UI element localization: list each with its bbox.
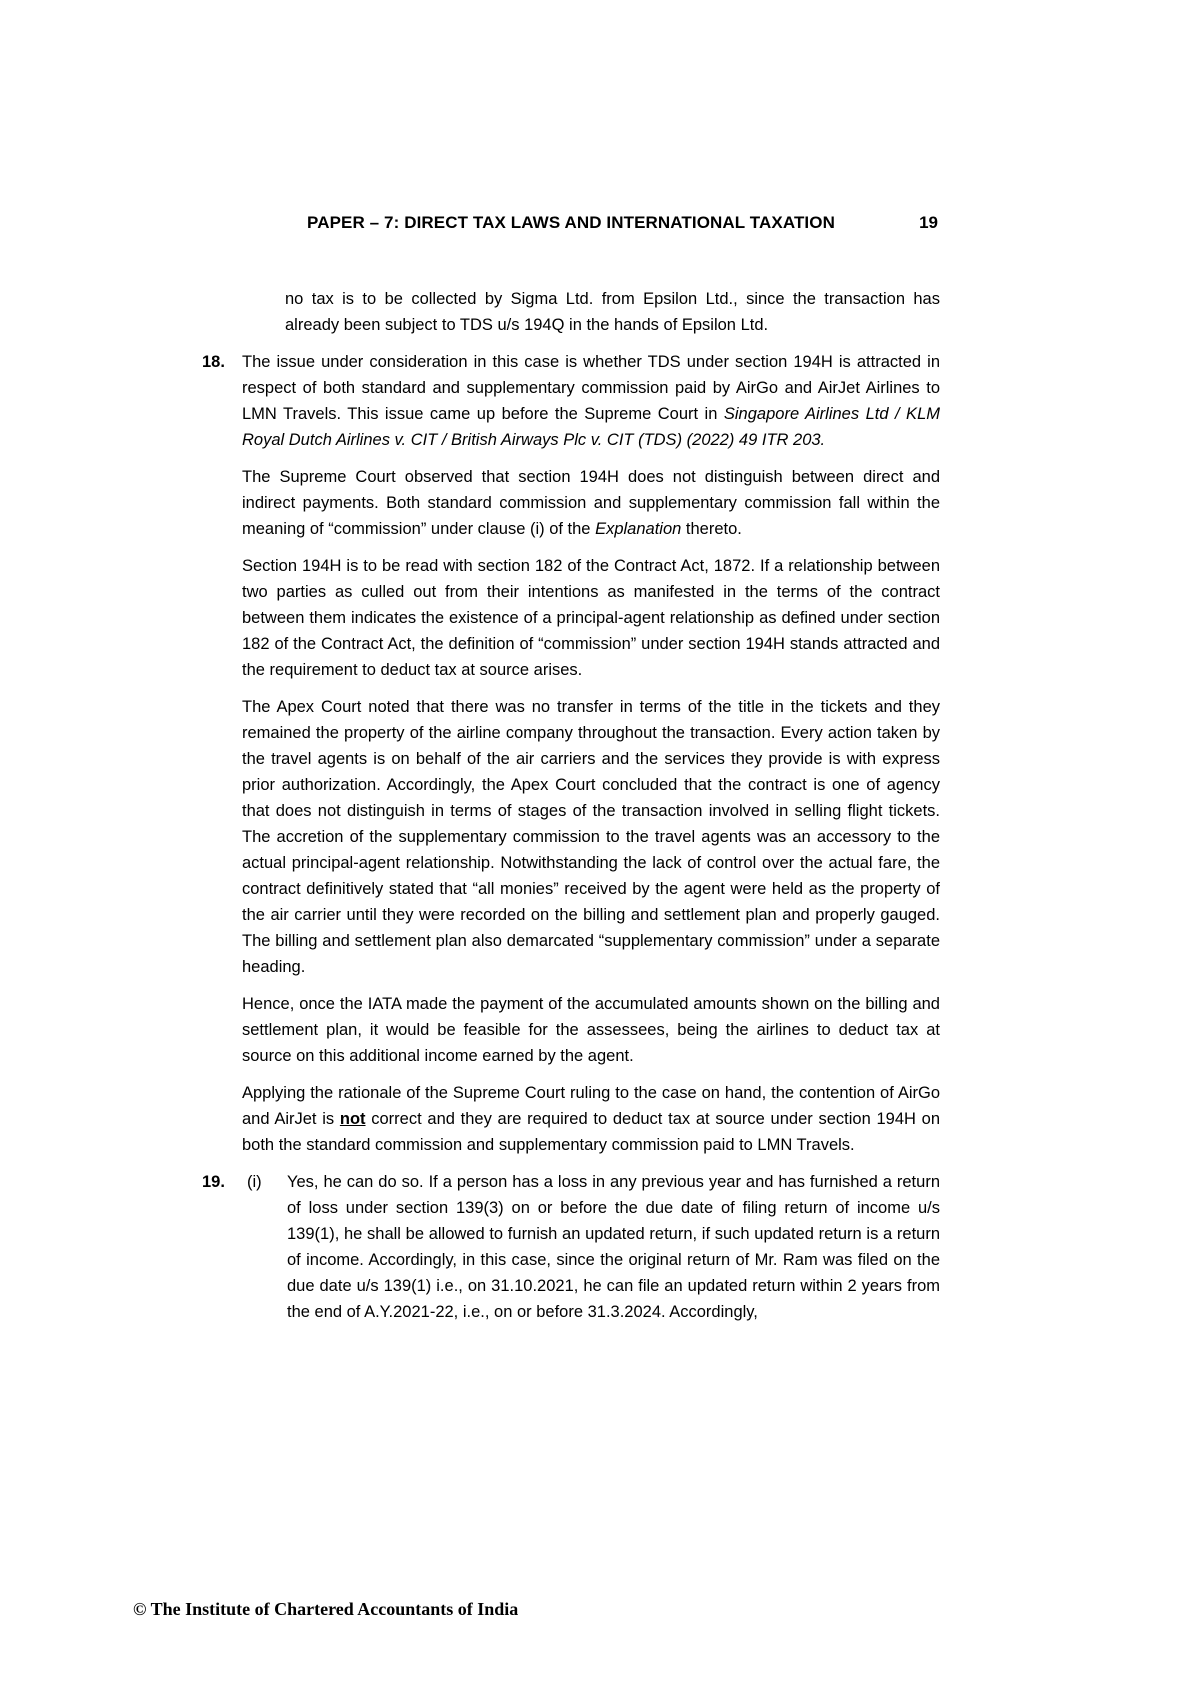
footer-copyright: © The Institute of Chartered Accountants of India (133, 1599, 519, 1619)
page-header (202, 212, 940, 238)
item-19-body (287, 1169, 940, 1336)
item-18-number: 18. (202, 353, 225, 371)
item-19 (202, 1169, 940, 1336)
page-footer (133, 1597, 518, 1621)
intro-paragraph: no tax is to be collected by Sigma Ltd. from Epsilon Ltd., since the transaction has already been subject to TDS u/s 194Q in the hands of Epsilon Ltd. (285, 290, 940, 334)
item-18-paragraph-2: The Supreme Court observed that section 194H does not distinguish between direct and indirect payments. Both standard commission and supplementary commission fall within the meaning of “commission” under clause (i) of the Explanation thereto. (242, 468, 940, 538)
item-18-paragraph-4: The Apex Court noted that there was no transfer in terms of the title in the tickets and they remained the property of the airline company throughout the transaction. Every action taken by the travel agents is on behalf of the air carriers and the services they provide is with express prior authorization. Accordingly, the Apex Court concluded that the contract is one of agency that does not distinguish in terms of stages of the transaction involved in selling flight tickets. The accretion of the supplementary commission to the travel agents was an accessory to the actual principal-agent relationship. Notwithstanding the lack of control over the actual fare, the contract definitively stated that “all monies” received by the agent were held as the property of the air carrier until they were recorded on the billing and settlement plan and properly gauged. The billing and settlement plan also demarcated “supplementary commission” under a separate heading. (242, 698, 940, 976)
document-body (202, 286, 940, 1336)
item-18-paragraph-5: Hence, once the IATA made the payment of the accumulated amounts shown on the billing and settlement plan, it would be feasible for the assessees, being the airlines to deduct tax at source on this additional income earned by the agent. (242, 995, 940, 1065)
item-18-body (242, 349, 940, 1169)
item-19-sub-label: (i) (247, 1173, 262, 1191)
item-19-number: 19. (202, 1173, 225, 1191)
page-number: 19 (919, 213, 938, 232)
item-18-paragraph-1: The issue under consideration in this case is whether TDS under section 194H is attracted in respect of both standard and supplementary commission paid by AirGo and AirJet Airlines to LMN Travels. This issue came up before the Supreme Court in Singapore Airlines Ltd / KLM Royal Dutch Airlines v. CIT / British Airways Plc v. CIT (TDS) (2022) 49 ITR 203. (242, 353, 940, 449)
item-18-paragraph-6: Applying the rationale of the Supreme Court ruling to the case on hand, the contention of AirGo and AirJet is not correct and they are required to deduct tax at source under section 194H on both the standard commission and supplementary commission paid to LMN Travels. (242, 1084, 940, 1154)
item-19-paragraph-1: Yes, he can do so. If a person has a loss in any previous year and has furnished a return of loss under section 139(3) on or before the due date of filing return of income u/s 139(1), he shall be allowed to furnish an updated return, if such updated return is a return of income. Accordingly, in this case, since the original return of Mr. Ram was filed on the due date u/s 139(1) i.e., on 31.10.2021, he can file an updated return within 2 years from the end of A.Y.2021-22, i.e., on or before 31.3.2024. Accordingly, (287, 1173, 940, 1321)
header-title: PAPER – 7: DIRECT TAX LAWS AND INTERNATIONAL TAXATION (307, 213, 835, 232)
item-18 (202, 349, 940, 1169)
item-18-paragraph-3: Section 194H is to be read with section 182 of the Contract Act, 1872. If a relationship between two parties as culled out from their intentions as manifested in the terms of the contract between them indicates the existence of a principal-agent relationship as defined under section 182 of the Contract Act, the definition of “commission” under section 194H stands attracted and the requirement to deduct tax at source arises. (242, 557, 940, 679)
